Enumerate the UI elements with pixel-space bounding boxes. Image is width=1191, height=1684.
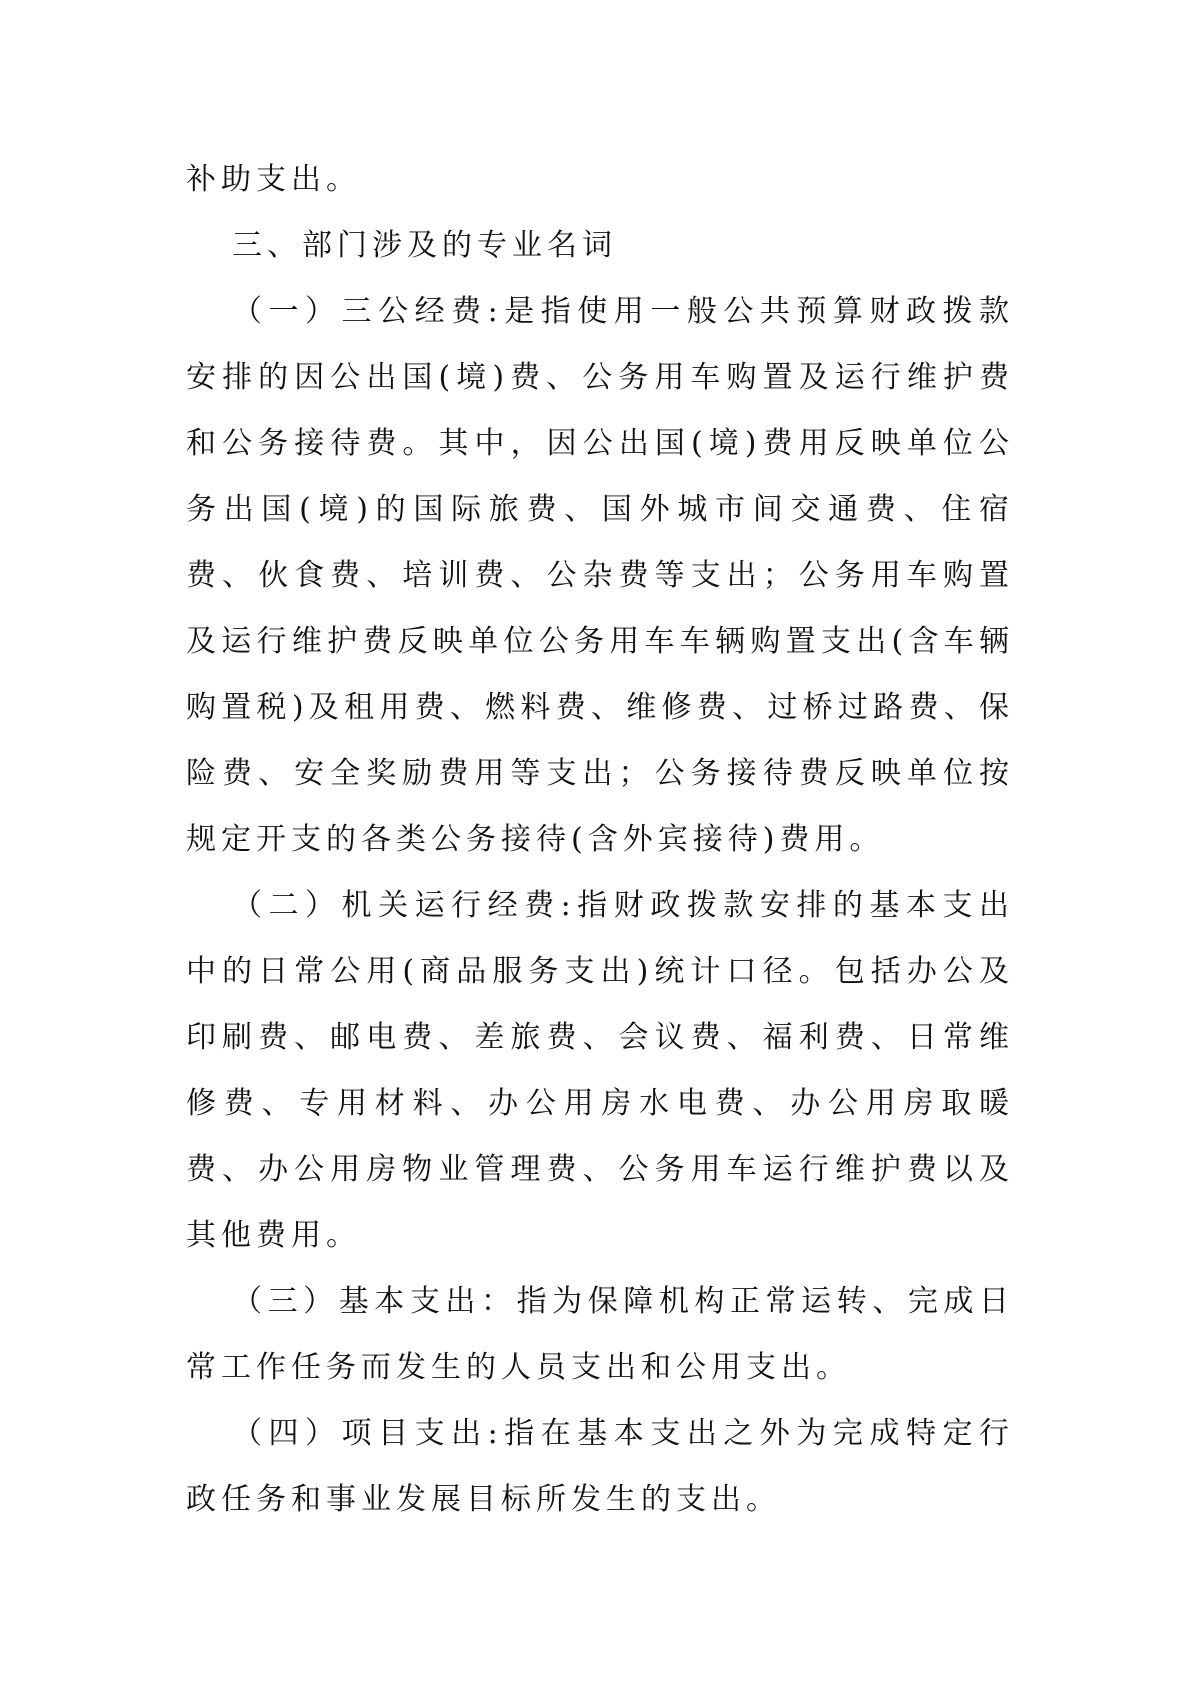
document-body [186, 147, 1014, 1533]
section-heading-terms: 三、部门涉及的专业名词 [232, 228, 617, 263]
paragraph-basic-expenditure: （三）基本支出：指为保障机构正常运转、完成日常工作任务而发生的人员支出和公用支出。 [186, 1284, 1014, 1385]
paragraph-continuation: 补助支出。 [186, 162, 361, 197]
paragraph-operating-expenses: （二）机关运行经费:指财政拨款安排的基本支出中的日常公用(商品服务支出)统计口径。包括办公及印刷费、邮电费、差旅费、会议费、福利费、日常维修费、专用材料、办公用房水电费、办公用房取暖费、办公用房物业管理费、公务用车运行维护费以及其他费用。 [186, 888, 1014, 1253]
paragraph-three-public-expenses: （一）三公经费:是指使用一般公共预算财政拨款安排的因公出国(境)费、公务用车购置及运行维护费和公务接待费。其中，因公出国(境)费用反映单位公务出国(境)的国际旅费、国外城市间交通费、住宿费、伙食费、培训费、公杂费等支出；公务用车购置及运行维护费反映单位公务用车车辆购置支出(含车辆购置税)及租用费、燃料费、维修费、过桥过路费、保险费、安全奖励费用等支出；公务接待费反映单位按规定开支的各类公务接待(含外宾接待)费用。 [186, 294, 1014, 857]
paragraph-project-expenditure: （四）项目支出:指在基本支出之外为完成特定行政任务和事业发展目标所发生的支出。 [186, 1416, 1014, 1517]
